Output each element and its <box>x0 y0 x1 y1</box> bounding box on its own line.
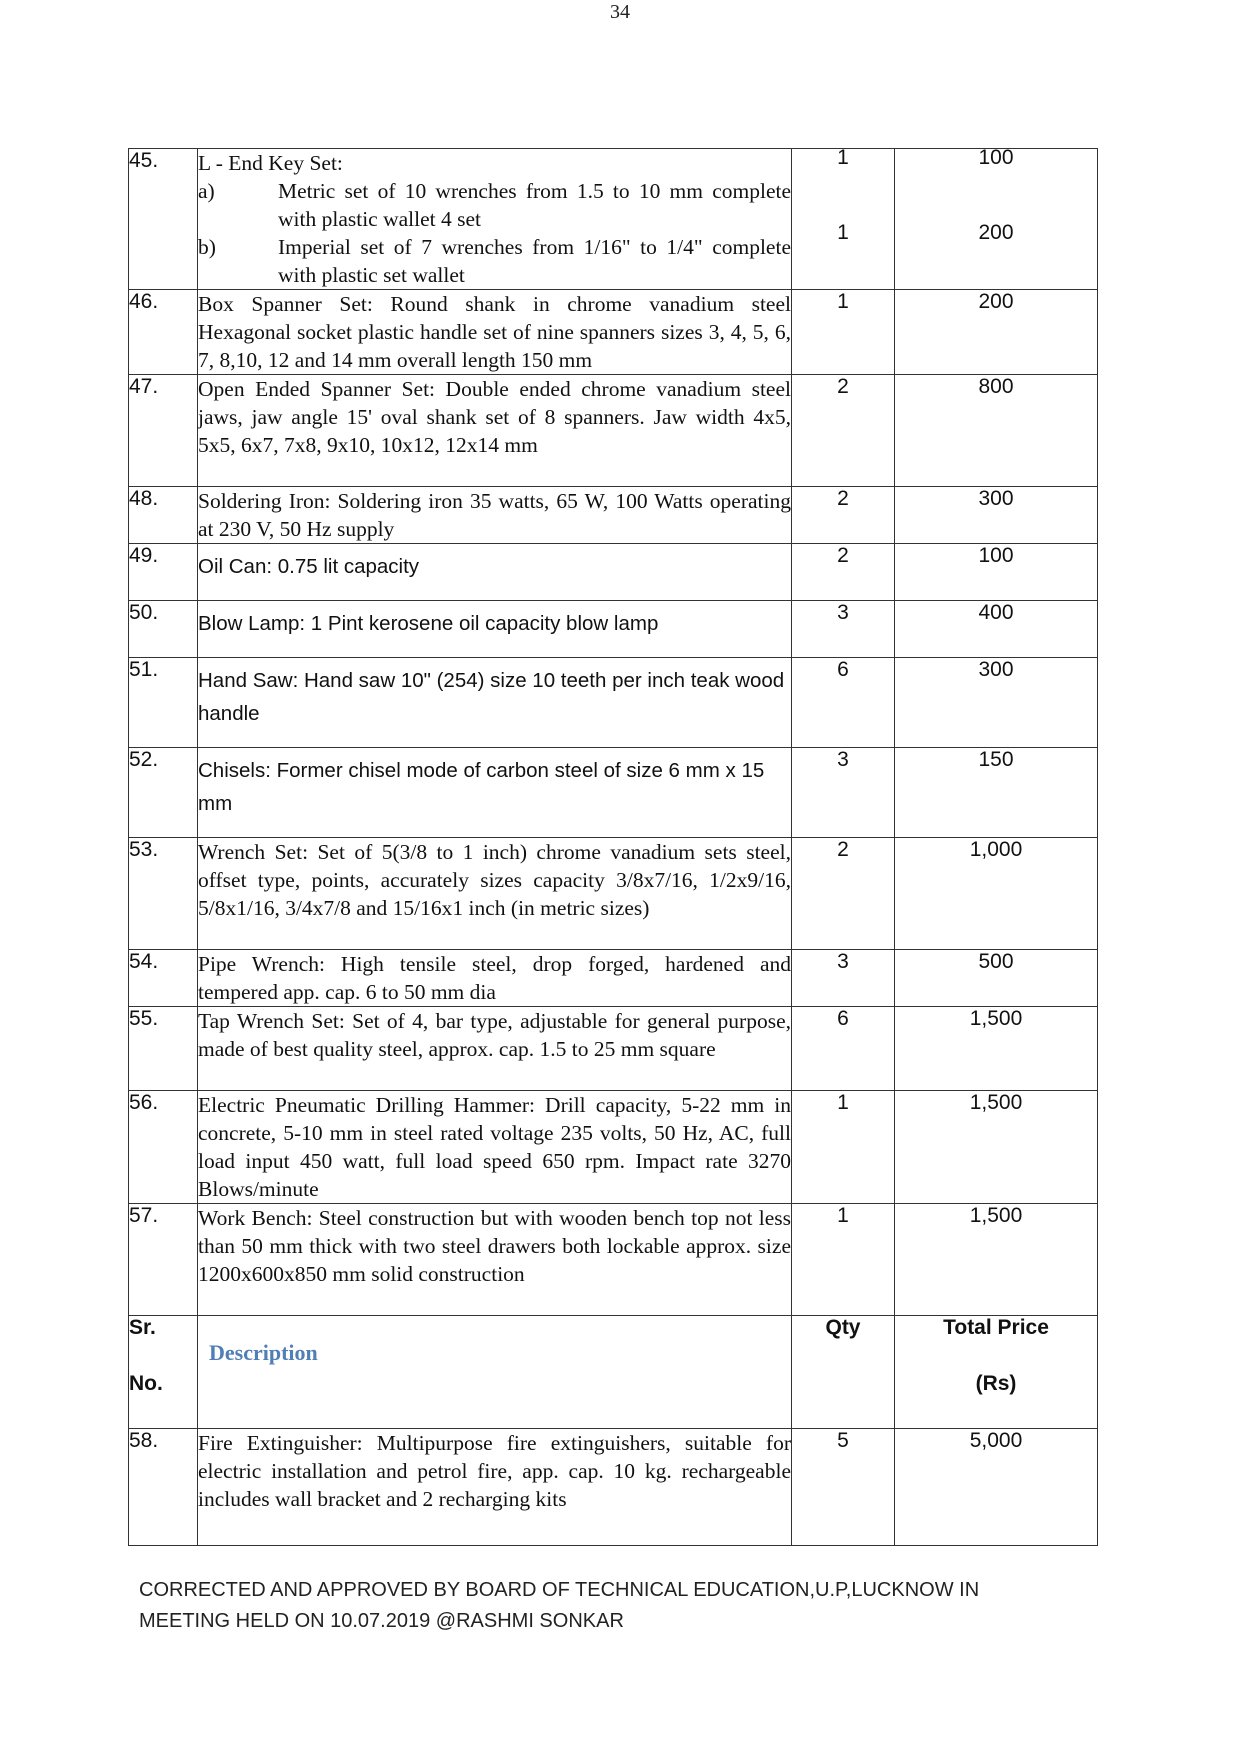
qty-value: 2 <box>792 838 895 950</box>
table-row <box>129 149 1098 290</box>
item-description: Tap Wrench Set: Set of 4, bar type, adjustable for general purpose, made of best quality steel, approx. cap. 1.5 to 25 mm square <box>198 1007 792 1091</box>
price-value: 5,000 <box>895 1429 1098 1546</box>
item-description: Electric Pneumatic Drilling Hammer: Drill capacity, 5-22 mm in concrete, 5-10 mm in steel rated voltage 235 volts, 50 Hz, AC, full load input 450 watt, full load speed 650 rpm. Impact rate 3270 Blows/minute <box>198 1091 792 1204</box>
sr-number: 47. <box>129 375 198 487</box>
header-description: Description <box>198 1316 792 1429</box>
sr-number: 46. <box>129 290 198 375</box>
sub-item <box>198 233 791 289</box>
price-value: 200 <box>978 221 1014 244</box>
item-title: L - End Key Set: <box>198 151 343 175</box>
price-value: 100 <box>978 146 1014 169</box>
table-header-row <box>129 1316 1098 1429</box>
sr-number: 49. <box>129 544 198 601</box>
approval-footer <box>139 1575 1039 1637</box>
qty-value: 6 <box>792 658 895 748</box>
item-description: Soldering Iron: Soldering iron 35 watts, 65 W, 100 Watts operating at 230 V, 50 Hz supply <box>198 487 792 544</box>
price-value: 200 <box>895 290 1098 375</box>
table-row <box>129 1007 1098 1091</box>
item-description: Chisels: Former chisel mode of carbon steel of size 6 mm x 15 mm <box>198 748 792 838</box>
qty-value: 2 <box>792 487 895 544</box>
price-value: 1,500 <box>895 1007 1098 1091</box>
qty-value: 3 <box>792 748 895 838</box>
sr-number: 55. <box>129 1007 198 1091</box>
item-description: Box Spanner Set: Round shank in chrome vanadium steel Hexagonal socket plastic handle set of nine spanners sizes 3, 4, 5, 6, 7, 8,10, 12 and 14 mm overall length 150 mm <box>198 290 792 375</box>
qty-value: 1 <box>792 1204 895 1316</box>
price-value: 1,500 <box>895 1204 1098 1316</box>
sub-item-label: b) <box>198 235 216 259</box>
page-number: 34 <box>610 1 630 23</box>
item-description: Blow Lamp: 1 Pint kerosene oil capacity blow lamp <box>198 601 792 658</box>
sr-number: 56. <box>129 1091 198 1204</box>
qty-value: 2 <box>792 544 895 601</box>
sr-number: 57. <box>129 1204 198 1316</box>
price-value: 1,000 <box>895 838 1098 950</box>
sr-number: 45. <box>129 149 198 290</box>
sub-item <box>198 177 791 233</box>
header-sr-line1: Sr. <box>129 1316 156 1339</box>
sr-number: 52. <box>129 748 198 838</box>
header-qty-label: Qty <box>825 1316 861 1339</box>
header-sr-line2: No. <box>129 1372 163 1395</box>
item-description: Wrench Set: Set of 5(3/8 to 1 inch) chrome vanadium sets steel, offset type, points, accurately sizes capacity 3/8x7/16, 1/2x9/16, 5/8x1/16, 3/4x7/8 and 15/16x1 inch (in metric sizes) <box>198 838 792 950</box>
item-description: Fire Extinguisher: Multipurpose fire extinguishers, suitable for electric installation and petrol fire, app. cap. 10 kg. rechargeable includes wall bracket and 2 recharging kits <box>198 1429 792 1546</box>
table-row <box>129 748 1098 838</box>
header-total-price <box>895 1316 1098 1429</box>
qty-value: 1 <box>837 221 849 244</box>
qty-value: 1 <box>792 1091 895 1204</box>
sr-number: 48. <box>129 487 198 544</box>
qty-value: 2 <box>792 375 895 487</box>
item-description: Pipe Wrench: High tensile steel, drop forged, hardened and tempered app. cap. 6 to 50 mm dia <box>198 950 792 1007</box>
sub-item-label: a) <box>198 179 215 203</box>
table-row <box>129 601 1098 658</box>
sr-number: 54. <box>129 950 198 1007</box>
table-row <box>129 1429 1098 1546</box>
header-qty <box>792 1316 895 1429</box>
price-value: 100 <box>895 544 1098 601</box>
footer-line2: MEETING HELD ON 10.07.2019 @RASHMI SONKAR <box>139 1610 624 1632</box>
sr-number: 50. <box>129 601 198 658</box>
footer-line1: CORRECTED AND APPROVED BY BOARD OF TECHNICAL EDUCATION,U.P,LUCKNOW IN <box>139 1579 980 1601</box>
qty-value: 6 <box>792 1007 895 1091</box>
table-row <box>129 544 1098 601</box>
qty-value: 1 <box>837 146 849 169</box>
header-price-line1: Total Price <box>943 1316 1049 1339</box>
table-row <box>129 950 1098 1007</box>
table-row <box>129 487 1098 544</box>
table-row <box>129 1204 1098 1316</box>
price-value: 500 <box>895 950 1098 1007</box>
sr-number: 53. <box>129 838 198 950</box>
price-value: 300 <box>895 658 1098 748</box>
sr-number: 58. <box>129 1429 198 1546</box>
qty-value: 5 <box>792 1429 895 1546</box>
item-description: Oil Can: 0.75 lit capacity <box>198 544 792 601</box>
price-value: 400 <box>895 601 1098 658</box>
table-row <box>129 1091 1098 1204</box>
item-description: Hand Saw: Hand saw 10" (254) size 10 teeth per inch teak wood handle <box>198 658 792 748</box>
sub-item-text: Metric set of 10 wrenches from 1.5 to 10 mm complete with plastic wallet 4 set <box>278 179 791 231</box>
price-value: 300 <box>895 487 1098 544</box>
sub-item-text: Imperial set of 7 wrenches from 1/16" to 1/4" complete with plastic set wallet <box>278 235 791 287</box>
price-value: 800 <box>895 375 1098 487</box>
qty-cell <box>792 146 895 290</box>
table-row <box>129 658 1098 748</box>
qty-value: 3 <box>792 601 895 658</box>
item-description: Work Bench: Steel construction but with wooden bench top not less than 50 mm thick with two steel drawers both lockable approx. size 1200x600x850 mm solid construction <box>198 1204 792 1316</box>
equipment-table <box>128 148 1098 1546</box>
header-sr-no <box>129 1316 198 1429</box>
sr-number: 51. <box>129 658 198 748</box>
table-row <box>129 375 1098 487</box>
price-value: 1,500 <box>895 1091 1098 1204</box>
qty-value: 1 <box>792 290 895 375</box>
item-description: Open Ended Spanner Set: Double ended chrome vanadium steel jaws, jaw angle 15' oval shank set of 8 spanners. Jaw width 4x5, 5x5, 6x7, 7x8, 9x10, 10x12, 12x14 mm <box>198 375 792 487</box>
price-cell <box>895 146 1098 290</box>
table-row <box>129 838 1098 950</box>
price-value: 150 <box>895 748 1098 838</box>
table-row <box>129 290 1098 375</box>
header-price-line2: (Rs) <box>975 1372 1017 1395</box>
qty-value: 3 <box>792 950 895 1007</box>
item-description <box>198 149 792 290</box>
